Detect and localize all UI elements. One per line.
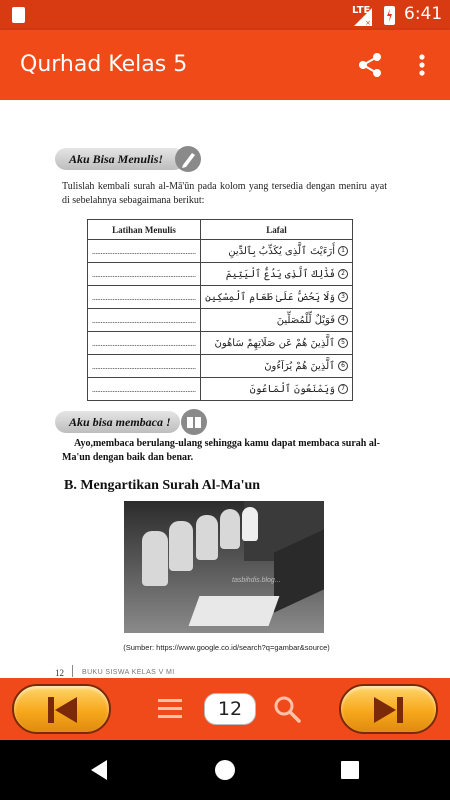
search-icon[interactable] <box>273 695 301 723</box>
app-bar <box>0 30 450 100</box>
verse-number: 4 <box>338 315 348 325</box>
students-reading-photo <box>124 501 324 633</box>
lafal-cell <box>201 263 353 286</box>
lafal-text: أَرَءَيْتَ ٱلَّذِى يُكَذِّبُ بِٱلدِّينِ <box>228 245 335 257</box>
section-heading: B. Mengartikan Surah Al-Ma'un <box>64 478 261 493</box>
book-page[interactable] <box>0 100 450 678</box>
table-header-lafal: Lafal <box>201 220 353 240</box>
photo-student <box>242 507 258 541</box>
table-row <box>88 286 353 309</box>
clock: 6:41 <box>404 4 443 24</box>
verse-number: 3 <box>338 292 348 302</box>
writing-blank: ............................................................. <box>88 355 201 378</box>
photo-student <box>220 509 240 549</box>
share-icon[interactable] <box>355 50 385 80</box>
verse-number: 2 <box>338 269 348 279</box>
home-icon[interactable] <box>215 760 235 780</box>
read-banner: Aku bisa membaca ! <box>55 411 180 433</box>
recent-apps-icon[interactable] <box>341 761 359 779</box>
lafal-text: فَوَيْلٌ لِّلْمُصَلِّينَ <box>276 314 335 326</box>
more-vert-icon[interactable] <box>410 50 434 80</box>
footer-page-number: 12 <box>55 668 64 678</box>
writing-blank: ............................................................. <box>88 332 201 355</box>
lafal-cell <box>201 355 353 378</box>
next-page-button[interactable] <box>339 684 438 734</box>
photo-caption: (Sumber: https://www.google.co.id/search?q=gambar&source) <box>123 643 330 652</box>
instruction-text: Tulislah kembali surah al-Mā'ūn pada kolom yang tersedia dengan meniru ayat di sebelahnya sebagaimana berikut: <box>62 181 387 206</box>
next-page-icon <box>370 694 408 726</box>
lafal-cell <box>201 378 353 401</box>
photo-quran <box>189 596 280 626</box>
writing-blank: ............................................................. <box>88 263 201 286</box>
writing-blank: ............................................................. <box>88 240 201 263</box>
table-row <box>88 378 353 401</box>
table-row <box>88 240 353 263</box>
lafal-text: ٱلَّذِينَ هُمْ يُرَآءُونَ <box>264 360 335 372</box>
status-bar <box>0 0 450 30</box>
verse-number: 1 <box>338 246 348 256</box>
lafal-cell <box>201 309 353 332</box>
system-navigation-bar <box>0 740 450 800</box>
previous-page-button[interactable] <box>12 684 111 734</box>
footer-text: BUKU SISWA KELAS V MI <box>82 669 175 676</box>
photo-student <box>169 521 193 571</box>
writing-practice-table <box>87 219 353 401</box>
footer-divider <box>72 665 73 677</box>
writing-blank: ............................................................. <box>88 286 201 309</box>
book-icon <box>181 409 207 435</box>
read-paragraph: Ayo,membaca berulang-ulang sehingga kamu dapat membaca surah al-Ma'un dengan baik dan benar. <box>62 438 380 463</box>
writing-blank: ............................................................. <box>88 378 201 401</box>
verse-number: 6 <box>338 361 348 371</box>
lafal-text: ٱلَّذِينَ هُمْ عَن صَلَاتِهِمْ سَاهُونَ <box>214 337 335 349</box>
back-icon[interactable] <box>89 759 109 781</box>
lafal-cell <box>201 240 353 263</box>
table-row <box>88 309 353 332</box>
lafal-cell <box>201 332 353 355</box>
network-label: LTE <box>352 5 371 16</box>
table-row <box>88 332 353 355</box>
pencil-icon <box>175 146 201 172</box>
verse-number: 5 <box>338 338 348 348</box>
table-row <box>88 263 353 286</box>
lafal-text: فَذَٰلِكَ ٱلَّذِى يَدُعُّ ٱلْيَتِيمَ <box>225 268 335 280</box>
table-row <box>88 355 353 378</box>
write-banner: Aku Bisa Menulis! <box>55 148 185 170</box>
battery-icon <box>384 6 395 25</box>
lafal-text: وَلَا يَحُضُّ عَلَىٰ طَعَامِ ٱلْمِسْكِينِ <box>205 291 335 303</box>
photo-student <box>142 531 168 586</box>
photo-watermark: tasbihdis.blog... <box>232 577 281 584</box>
sd-card-icon <box>12 7 25 23</box>
bottom-nav-bar <box>0 678 450 740</box>
svg-text:×: × <box>365 19 371 26</box>
app-title: Qurhad Kelas 5 <box>20 52 188 77</box>
previous-page-icon <box>43 694 81 726</box>
writing-blank: ............................................................. <box>88 309 201 332</box>
verse-number: 7 <box>338 384 348 394</box>
menu-icon[interactable] <box>158 698 182 720</box>
lafal-text: وَيَمْنَعُونَ ٱلْمَاعُونَ <box>249 383 335 395</box>
page-number-box[interactable]: 12 <box>204 693 256 725</box>
photo-student <box>196 515 218 560</box>
lafal-cell <box>201 286 353 309</box>
table-header-latihan: Latihan Menulis <box>88 220 201 240</box>
